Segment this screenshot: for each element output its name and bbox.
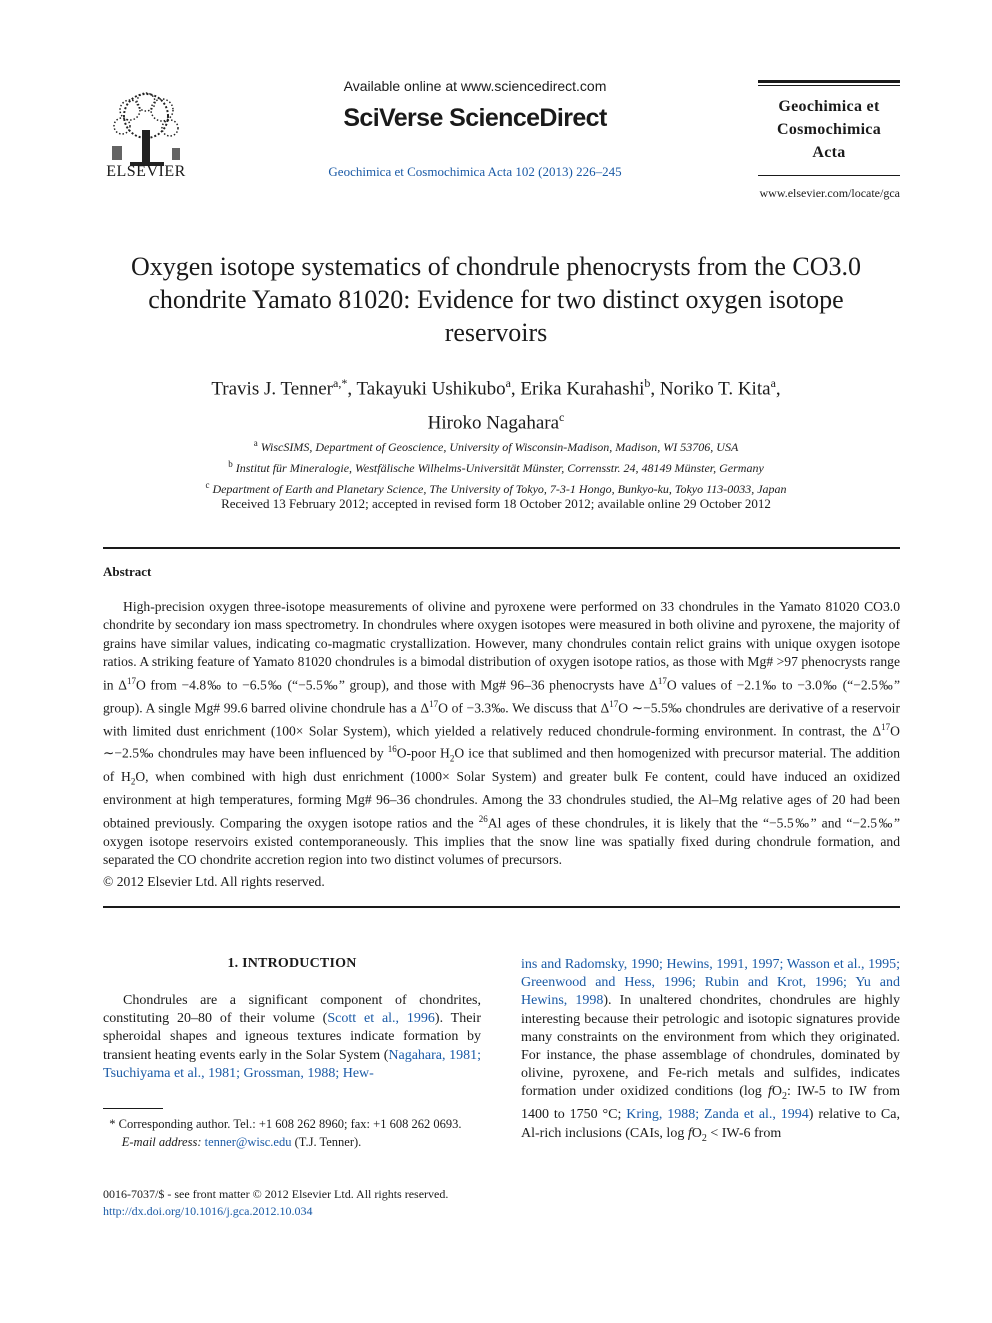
author-name[interactable]: Hiroko Nagahara <box>427 412 560 434</box>
citation-link[interactable]: ins and Radomsky, 1990; Hewins, 1991, 1997; Wasson et al., 1995; Greenwood and Hess, 1996; Rubin and Krot, 1996; Yu and Hewins, 1998 <box>521 957 900 1009</box>
author-name[interactable]: Erika Kurahashi <box>520 378 645 400</box>
affiliation-item: $^a$ WiscSIMS, Department of Geoscience, University of Wisconsin-Madison, Madison, WI 53706, USA <box>253 438 739 454</box>
body-column-right: ins and Radomsky, 1990; Hewins, 1991, 1997; Wasson et al., 1995; Greenwood and Hess, 1996; Rubin and Krot, 1996; Yu and Hewins, 1998). In unaltered chondrites, chondrules are highly interesting because their petrologic and isotopic signatures provide many constraints on the environment from which they originated. For instance, the phase assemblage of chondrules, dominated by olivine, pyroxene, and Fe-rich metals and sulfides, indicates formation under oxidized conditions (log $fO_2$: IW-5 to IW from 1400 to 1750 °C; Kring, 1988; Zanda et al., 1994) relative to Ca, Al-rich inclusions (CAIs, $\log fO_2 < IW-6$ from <box>521 957 900 1144</box>
journal-citation-link[interactable]: Geochimica et Cosmochimica Acta 102 (2013) 226–245 <box>328 164 622 179</box>
abstract-text: High-precision oxygen three-isotope measurements of olivine and pyroxene were performed on 33 chondrules in the Yamato 81020 CO3.0 chondrite by secondary ion mass spectrometry. In chondrules where oxygen isotopes were measured in both olivine and pyroxene, the majority of grains have similar values, indicating co-magmatic crystallization. However, many chondrules contain relict grains with unique oxygen isotope ratios. A striking feature of Yamato 81020 chondrules is a bimodal distribution of oxygen isotope ratios, as those with Mg# >97 phenocrysts range in $\Delta^{17}O$ from −4.8‰ to −6.5‰ (“−5.5‰” group), and those with Mg# 96–36 phenocrysts have $\Delta^{17}O$ values of −2.1‰ to −3.0‰ (“−2.5‰” group). A single Mg# 99.6 barred olivine chondrule has a $\Delta^{17}O$ of −3.3‰. We discuss that $\Delta^{17}O$ ∼−5.5‰ chondrules are derivative of a reservoir with limited dust enrichment (100× Solar System), which yielded a relatively reduced chondrule-forming environment. In contrast, the $\Delta^{17}O$ ∼−2.5‰ chondrules may have been influenced by $^{16}$O-poor $H_2O$ ice that sublimed and then homogenized with precursor material. The addition of $H_2O$, when combined with high dust enrichment (1000× Solar System) and greater bulk Fe content, could have induced an oxidized environment at high temperatures, forming Mg# 96–36 chondrules. Among the 33 chondrules studied, the Al–Mg relative ages of 20 had been obtained previously. Comparing the oxygen isotope ratios and the $^{26}$Al ages of these chondrules, it is likely that the “−5.5‰” and “−2.5‰” oxygen isotope reservoirs existed contemporaneously. This implies that the snow line was spatially fixed during chondrule formation, and separated the CO chondrite accretion region into two distinct volumes of precursors. <box>103 599 900 867</box>
author-affiliation-mark: a,* <box>333 376 348 390</box>
author-name[interactable]: Noriko T. Kita <box>659 378 771 400</box>
email-label: E-mail address: <box>121 1135 202 1149</box>
article-title: Oxygen isotope systematics of chondrule phenocrysts from the CO3.0 chondrite Yamato 81020: Evidence for two distinct oxygen isotope reservoirs <box>130 252 862 347</box>
corresponding-author-note: Corresponding author. Tel.: +1 608 262 8960; fax: +1 608 262 0693. <box>118 1117 462 1131</box>
journal-title: Geochimica et Cosmochimica Acta <box>776 98 882 161</box>
divider <box>103 547 900 549</box>
author-affiliation-mark: c <box>559 410 565 425</box>
footnote-rule <box>103 1108 163 1109</box>
affiliation-list <box>110 435 882 498</box>
email-link[interactable]: tenner@wisc.edu <box>204 1135 292 1149</box>
issn-block <box>103 1186 603 1220</box>
divider <box>103 906 900 908</box>
author-name[interactable]: Takayuki Ushikubo <box>356 378 506 400</box>
author-affiliation-mark: a <box>770 376 776 390</box>
affiliation-item: $^b$ Institut für Mineralogie, Westfälische Wilhelms-Universität Münster, Corrensstr. 24, 48149 Münster, Germany <box>228 459 764 475</box>
front-matter-line: 0016-7037/$ - see front matter © 2012 Elsevier Ltd. All rights reserved. <box>103 1187 449 1201</box>
citation-link[interactable]: Nagahara, 1981; Tsuchiyama et al., 1981; Grossman, 1988; Hew- <box>103 1047 481 1081</box>
publisher-name: ELSEVIER <box>106 163 186 180</box>
citation-link[interactable]: Kring, 1988; Zanda et al., 1994 <box>626 1107 809 1123</box>
received-dates: Received 13 February 2012; accepted in revised form 18 October 2012; available online 29 October 2012 <box>221 496 771 511</box>
author-list: Travis J. Tenner$^{a,*}$, Takayuki Ushikubo$^a$, Erika Kurahashi$^b$, Noriko T. Kita$^a$, Hiroko Nagahara$^c$ <box>211 376 781 434</box>
platform-name: SciVerse ScienceDirect <box>343 104 607 132</box>
affiliation-item: $^c$ Department of Earth and Planetary Science, The University of Tokyo, 7-3-1 Hongo, Bunkyo-ku, Tokyo 113-0033, Japan <box>205 480 787 496</box>
available-online-text: Available online at www.sciencedirect.com <box>343 78 607 94</box>
section-heading: 1. INTRODUCTION <box>227 956 357 971</box>
journal-url[interactable]: www.elsevier.com/locate/gca <box>759 186 900 200</box>
doi-link[interactable]: http://dx.doi.org/10.1016/j.gca.2012.10.034 <box>103 1204 313 1218</box>
footnote: * Corresponding author. Tel.: +1 608 262 8960; fax: +1 608 262 0693. E-mail address: tenner@wisc.edu (T.J. Tenner). <box>103 1117 462 1149</box>
copyright-notice: © 2012 Elsevier Ltd. All rights reserved. <box>103 874 325 889</box>
author-affiliation-mark: b <box>644 376 651 390</box>
author-affiliation-mark: a <box>505 376 511 390</box>
email-suffix: (T.J. Tenner). <box>294 1135 362 1149</box>
citation-link[interactable]: Scott et al., 1996 <box>327 1011 435 1027</box>
body-column-left: Chondrules are a significant component of chondrites, constituting 20–80 of their volume (Scott et al., 1996). Their spheroidal shapes and igneous textures indicate formation by transient heating events early in the Solar System (Nagahara, 1981; Tsuchiyama et al., 1981; Grossman, 1988; Hew- <box>103 993 481 1081</box>
abstract-heading: Abstract <box>103 564 152 579</box>
journal-title-box <box>758 80 900 176</box>
author-name[interactable]: Travis J. Tenner <box>211 378 334 400</box>
